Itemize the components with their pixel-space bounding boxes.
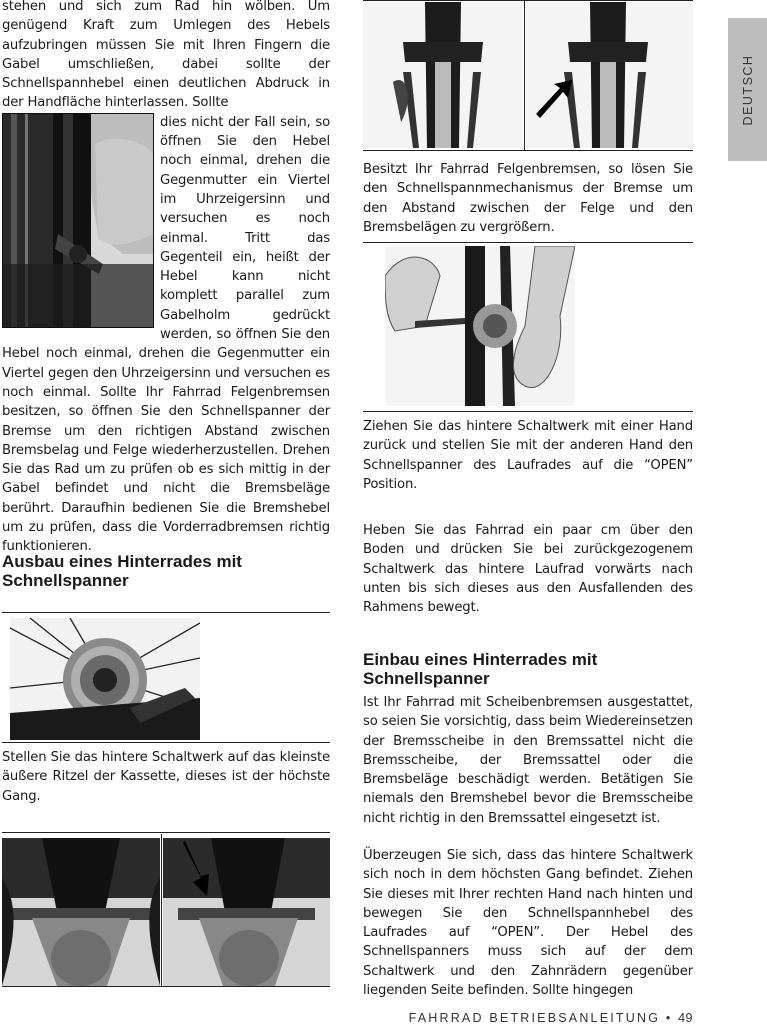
divider-vertical: [524, 0, 525, 150]
derailleur-hands-photo: [385, 246, 575, 406]
caption-brakes: Besitzt Ihr Fahrrad Felgenbremsen, so lösen Sie den Schnellspannmechanismus der Bremse um den Abstand zwischen der Felge und den Bremsbelägen zu vergrößern.: [363, 162, 693, 235]
divider: [2, 612, 330, 613]
front-brake-closed-photo: [363, 2, 523, 148]
divider: [363, 242, 693, 243]
paragraph-wrap: dies nicht der Fall sein, so öffnen Sie den Hebel noch einmal, drehen die Gegenmutter ein Viertel im Uhrzeigersinn und versuchen es noch einmal. Tritt das Gegenteil ein, heißt der Hebel kann nicht komplett parallel zum Gabelholm gedrückt werden, so öffnen Sie den Hebel noch einmal, drehen die Gegenmutter ein Viertel gegen den Uhrzeigersinn und versuchen es noch einmal. Sollte Ihr Fahrrad Felgenbremsen besitzen, so öffnen Sie den Schnellspanner der Bremse um den richtigen Abstand zwischen Bremsbelag und Felge wiederherzustellen. Drehen Sie das Rad um zu prüfen ob es sich mittig in der Gabel befindet und nicht die Bremsbeläge berührt. Daraufhin bedienen Sie die Bremshebel um zu prüfen, dass die Vorderradbremsen richtig funktionieren.: [2, 114, 330, 555]
language-label: DEUTSCH: [740, 54, 755, 125]
rear-brake-open-photo: [163, 838, 330, 986]
divider: [2, 832, 330, 833]
divider: [363, 0, 693, 1]
paragraph-top: stehen und sich zum Rad hin wölben. Um genügend Kraft zum Umlegen des Hebels aufzubringen müssen Sie mit Ihren Fingern die Gabel umschließen, dabei sollte der Schnellspannhebel einen deutlichen Abdruck in der Handfläche hinterlassen. Sollte: [2, 0, 330, 111]
front-brake-open-photo: [526, 2, 693, 148]
paragraph-disc-brakes: Ist Ihr Fahrrad mit Scheibenbremsen ausgestattet, so seien Sie vorsichtig, dass beim Wiedereinsetzen der Bremsscheibe in den Bremssattel nicht die Bremsscheibe, der Bremssattel oder die Bremsbeläge beschädigt werden. Betätigen Sie niemals den Bremshebel bevor die Bremsscheibe nicht richtig in den Bremssattel eingesetzt ist.: [363, 695, 693, 826]
divider-vertical: [161, 834, 162, 986]
left-column-text: [2, 0, 330, 557]
divider: [363, 411, 693, 412]
divider: [2, 742, 330, 743]
language-tab: [728, 18, 767, 161]
heading-remove-rear-wheel: Ausbau eines Hinterrades mit Schnellspanner: [2, 552, 242, 590]
manual-title: FAHRRAD BETRIEBSANLEITUNG: [408, 1011, 661, 1025]
fork-quick-release-photo: [2, 113, 154, 328]
page-footer: [409, 1011, 693, 1025]
footer-bullet: •: [665, 1011, 673, 1025]
paragraph-check-gear: Überzeugen Sie sich, dass das hintere Schaltwerk sich noch in dem höchsten Gang befindet. Ziehen Sie dieses mit Ihrer rechten Hand nach hinten und bewegen Sie den Schnellspannhebel des Laufrades auf “OPEN”. Der Hebel des Schnellspanners muss sich auf der dem Schaltwerk und den Zahnrädern gegenüber liegenden Seite befinden. Sollte hingegen: [363, 848, 693, 999]
divider: [363, 150, 693, 151]
caption-derailleur: Ziehen Sie das hintere Schaltwerk mit einer Hand zurück und stellen Sie mit der anderen Hand den Schnellspanner des Laufrades auf die “OPEN” Position.: [363, 419, 693, 492]
page-number: 49: [678, 1011, 693, 1025]
cassette-photo: [10, 618, 200, 740]
divider: [2, 986, 330, 987]
rear-brake-closed-photo: [2, 838, 160, 986]
caption-cassette: Stellen Sie das hintere Schaltwerk auf das kleinste äußere Ritzel der Kassette, dieses ist der höchste Gang.: [2, 750, 330, 804]
paragraph-lift: Heben Sie das Fahrrad ein paar cm über den Boden und drücken Sie bei zurückgezogenem Schaltwerk das hintere Laufrad vorwärts nach unten bis sich dieses aus den Ausfallenden des Rahmens bewegt.: [363, 523, 693, 616]
heading-install-rear-wheel: Einbau eines Hinterrades mit Schnellspanner: [363, 650, 598, 688]
